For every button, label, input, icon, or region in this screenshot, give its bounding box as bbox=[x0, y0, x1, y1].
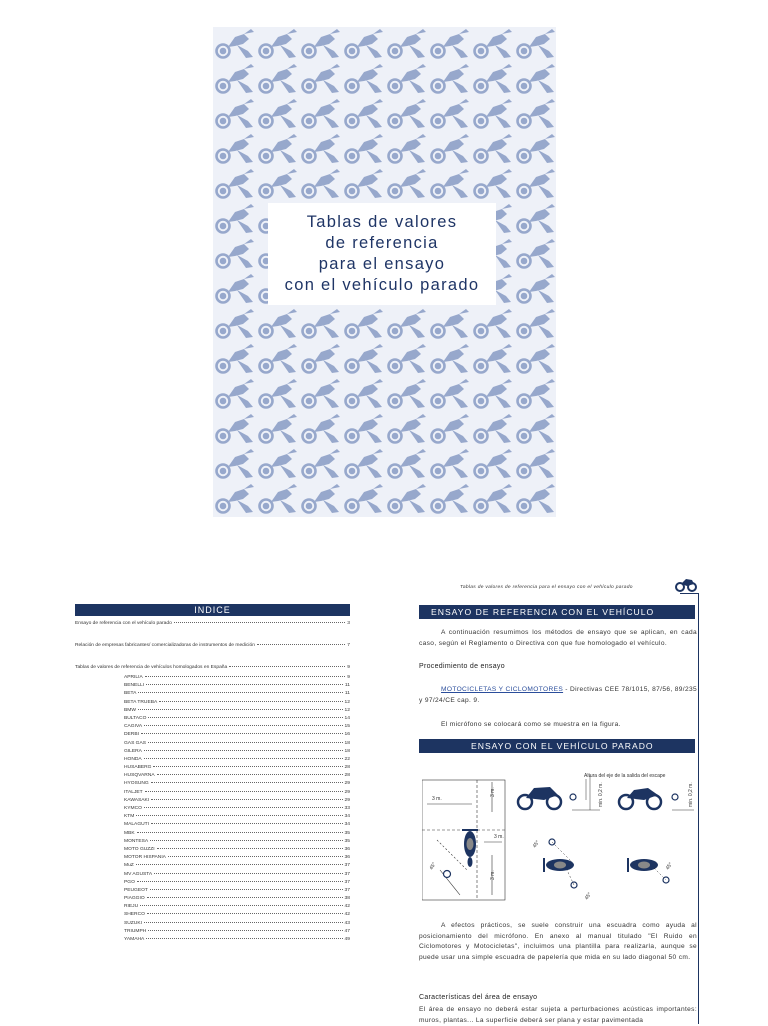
brand-page: 34 bbox=[344, 814, 350, 820]
intro-paragraph: A continuación resumimos los métodos de ensayo que se aplican, en cada caso, según el Reglamento o Directiva con que fue homologado el vehículo. bbox=[419, 629, 697, 647]
toc-leader bbox=[148, 742, 343, 743]
brand-name: PGO bbox=[124, 879, 135, 885]
brand-name: APRILIA bbox=[124, 675, 143, 680]
brand-name: BENELLI bbox=[124, 683, 145, 689]
brand-page: 37 bbox=[344, 871, 350, 877]
toc-entry-title: Tablas de valores de referencia de vehículos homologados en España bbox=[75, 665, 228, 670]
toc-leader bbox=[159, 701, 342, 702]
brand-page: 11 bbox=[344, 683, 350, 689]
motorcycle-directives-paragraph bbox=[419, 685, 697, 706]
toc-leader bbox=[151, 823, 343, 824]
brand-name: YAMAHA bbox=[124, 937, 145, 942]
brand-name: GILERA bbox=[124, 748, 142, 754]
toc-entry[interactable] bbox=[75, 621, 350, 626]
brand-name: GAS GAS bbox=[124, 740, 147, 746]
brand-entry[interactable] bbox=[124, 690, 350, 698]
frame-line bbox=[698, 593, 699, 1024]
area-heading: Características del área de ensayo bbox=[419, 994, 538, 1001]
toc-leader bbox=[157, 774, 343, 775]
toc-leader bbox=[138, 709, 343, 710]
toc-leader bbox=[136, 815, 342, 816]
toc-leader bbox=[168, 856, 343, 857]
brand-page: 18 bbox=[344, 740, 350, 746]
brand-name: SUZUKI bbox=[124, 920, 142, 926]
brand-name: BETA bbox=[124, 691, 137, 697]
brand-page: 15 bbox=[344, 724, 350, 730]
brand-name: SHERCO bbox=[124, 912, 145, 918]
brand-page: 33 bbox=[344, 806, 350, 811]
toc-leader bbox=[145, 676, 346, 677]
toc-leader bbox=[144, 750, 343, 751]
brand-name: MV AGUSTA bbox=[124, 871, 153, 877]
brand-page: 37 bbox=[344, 863, 350, 869]
area-paragraph: El área de ensayo no deberá estar sujeta a perturbaciones acústicas importantes: muros, plantas... La superficie deberá ser plana y estar pavimentada bbox=[419, 1006, 697, 1024]
toc-leader bbox=[148, 930, 342, 931]
brand-page: 22 bbox=[344, 756, 350, 762]
figure-title-bar: ENSAYO CON EL VEHÍCULO PARADO bbox=[419, 739, 695, 753]
angle-label: 45° bbox=[583, 891, 593, 902]
toc-leader bbox=[140, 905, 342, 906]
toc-entry-page: 7 bbox=[347, 643, 350, 648]
brand-name: MOTO GUZZI bbox=[124, 846, 155, 852]
side-view-motorcycle-1 bbox=[518, 787, 576, 809]
motorcycles-link[interactable]: MOTOCICLETAS Y CICLOMOTORES bbox=[441, 686, 564, 693]
angle-label: 45° bbox=[531, 839, 541, 850]
brand-entry[interactable] bbox=[124, 715, 350, 723]
brand-name: MOTOR HISPANIA bbox=[124, 855, 166, 861]
running-header: Tablas de valores de referencia para el ensayo con el vehículo parado bbox=[460, 585, 633, 590]
brand-entry[interactable] bbox=[124, 928, 350, 936]
brand-name: BETA TRUEBA bbox=[124, 699, 158, 705]
index-header: INDICE bbox=[75, 604, 350, 616]
brand-entry[interactable] bbox=[124, 887, 350, 895]
procedure-heading: Procedimiento de ensayo bbox=[419, 663, 505, 670]
brand-page: 12 bbox=[344, 699, 350, 705]
brand-entry[interactable] bbox=[124, 723, 350, 731]
brand-name: BULTACO bbox=[124, 715, 147, 721]
toc-leader bbox=[137, 881, 343, 882]
brand-entry[interactable] bbox=[124, 756, 350, 764]
directives-text: - Directivas CEE 78/1015, 87/56, 89/235 y 97/24/CE cap. 9. bbox=[419, 686, 697, 704]
brand-name: KTM bbox=[124, 814, 135, 820]
toc-leader bbox=[151, 799, 342, 800]
brand-page: 35 bbox=[344, 830, 350, 836]
brand-entry[interactable] bbox=[124, 764, 350, 772]
brand-entry[interactable] bbox=[124, 682, 350, 690]
brand-name: DERBI bbox=[124, 732, 139, 738]
distance-label: 3 m. bbox=[490, 787, 496, 797]
brand-list bbox=[124, 674, 350, 944]
brand-entry[interactable] bbox=[124, 797, 350, 805]
brand-entry[interactable] bbox=[124, 854, 350, 862]
brand-name: MONTESA bbox=[124, 838, 149, 844]
cover-title-line-1: Tablas de valores bbox=[306, 213, 458, 231]
cover-title-line-4: con el vehículo parado bbox=[284, 276, 480, 294]
brand-name: RIEJU bbox=[124, 904, 139, 910]
brand-entry[interactable] bbox=[124, 740, 350, 748]
distance-label: 3 m. bbox=[494, 834, 504, 840]
brand-entry[interactable] bbox=[124, 707, 350, 715]
angle-label: 45° bbox=[664, 861, 674, 872]
toc-leader bbox=[157, 848, 343, 849]
toc-leader bbox=[146, 938, 342, 939]
toc-leader bbox=[138, 692, 343, 693]
toc-leader bbox=[144, 807, 343, 808]
toc-entry-title: Relación de empresas fabricantes/ comercializadoras de instrumentos de medición bbox=[75, 643, 255, 648]
min-height-label: min. 0,2 m. bbox=[598, 782, 604, 807]
brand-name: BMW bbox=[124, 707, 136, 713]
toc-leader bbox=[145, 791, 343, 792]
cover-title-box bbox=[268, 203, 496, 305]
top-view-motorcycle bbox=[462, 830, 478, 867]
brand-page: 9 bbox=[347, 675, 350, 680]
brand-entry[interactable] bbox=[124, 903, 350, 911]
brand-page: 34 bbox=[344, 822, 350, 828]
brand-entry[interactable] bbox=[124, 789, 350, 797]
toc-leader bbox=[229, 666, 345, 667]
practical-paragraph: A efectos prácticos, se suele construir una escuadra como ayuda al posicionamiento del micrófono. En anexo al manual titulado "El Ruido en Ciclomotores y Motocicletas", incluimos una plantilla para realizarla, aunque se puede usar una simple escuadra de papelería que mida en su lado diagonal 50 cm. bbox=[419, 922, 697, 961]
brand-name: KYMCO bbox=[124, 806, 142, 811]
brand-page: 29 bbox=[344, 781, 350, 787]
brand-entry[interactable] bbox=[124, 830, 350, 838]
toc-leader bbox=[144, 922, 343, 923]
frame-line bbox=[680, 593, 699, 594]
brand-page: 28 bbox=[344, 765, 350, 771]
toc-leader bbox=[146, 684, 343, 685]
toc-entry[interactable] bbox=[75, 665, 350, 670]
index-page bbox=[75, 604, 350, 1024]
brand-entry[interactable] bbox=[124, 838, 350, 846]
brand-page: 36 bbox=[344, 855, 350, 861]
brand-entry[interactable] bbox=[124, 731, 350, 739]
toc-leader bbox=[148, 717, 342, 718]
section-title-bar: ENSAYO DE REFERENCIA CON EL VEHÍCULO PARADO bbox=[419, 605, 695, 619]
brand-entry[interactable] bbox=[124, 920, 350, 928]
brand-page: 29 bbox=[344, 789, 350, 795]
brand-page: 16 bbox=[344, 732, 350, 738]
brand-entry[interactable] bbox=[124, 748, 350, 756]
brand-name: HONDA bbox=[124, 756, 142, 762]
brand-page: 14 bbox=[344, 715, 350, 721]
cover-title-line-3: para el ensayo bbox=[318, 255, 446, 273]
brand-entry[interactable] bbox=[124, 699, 350, 707]
brand-page: 29 bbox=[344, 797, 350, 803]
brand-page: 12 bbox=[344, 707, 350, 713]
toc-entry-page: 3 bbox=[347, 621, 350, 626]
top-view-motorcycle-3 bbox=[628, 858, 669, 883]
toc-leader bbox=[150, 840, 342, 841]
brand-page: 28 bbox=[344, 773, 350, 779]
brand-name: MALAGUTI bbox=[124, 822, 150, 828]
brand-name: CAGIVA bbox=[124, 724, 143, 730]
toc-entry[interactable] bbox=[75, 643, 350, 648]
toc-leader bbox=[136, 864, 343, 865]
brand-name: HYOSUNG bbox=[124, 781, 149, 787]
toc-leader bbox=[153, 766, 342, 767]
toc-leader bbox=[144, 758, 343, 759]
microphone-icon bbox=[444, 871, 451, 878]
toc-leader bbox=[144, 725, 342, 726]
brand-entry[interactable] bbox=[124, 895, 350, 903]
brand-page: 37 bbox=[344, 887, 350, 893]
test-setup-figure bbox=[422, 770, 697, 905]
brand-page: 37 bbox=[344, 879, 350, 885]
cover-title-line-2: de referencia bbox=[325, 234, 439, 252]
brand-name: PEUGEOT bbox=[124, 887, 148, 893]
toc-leader bbox=[154, 873, 342, 874]
brand-page: 49 bbox=[344, 937, 350, 942]
brand-name: ITALJET bbox=[124, 789, 143, 795]
toc-leader bbox=[141, 733, 343, 734]
toc-leader bbox=[147, 913, 343, 914]
toc-leader bbox=[147, 897, 343, 898]
brand-entry[interactable] bbox=[124, 821, 350, 829]
brand-page: 35 bbox=[344, 838, 350, 844]
toc-leader bbox=[150, 889, 343, 890]
brand-entry[interactable] bbox=[124, 813, 350, 821]
brand-page: 42 bbox=[344, 904, 350, 910]
motorcycle-logo-icon bbox=[675, 576, 697, 592]
brand-entry[interactable] bbox=[124, 846, 350, 854]
toc-leader bbox=[257, 644, 345, 645]
toc-leader bbox=[137, 832, 343, 833]
brand-name: MBK bbox=[124, 830, 135, 836]
brand-name: HUSQVARNA bbox=[124, 773, 155, 779]
brand-page: 38 bbox=[344, 896, 350, 902]
microphone-axis bbox=[437, 840, 467, 870]
brand-entry[interactable] bbox=[124, 780, 350, 788]
brand-entry[interactable] bbox=[124, 805, 350, 813]
toc-leader bbox=[151, 782, 343, 783]
toc-entry-page: 9 bbox=[347, 665, 350, 670]
brand-entry[interactable] bbox=[124, 772, 350, 780]
toc-leader bbox=[174, 622, 345, 623]
brand-page: 11 bbox=[344, 691, 350, 697]
microphone-paragraph: El micrófono se colocará como se muestra en la figura. bbox=[441, 721, 621, 728]
brand-entry[interactable] bbox=[124, 871, 350, 879]
toc-entry-title: Ensayo de referencia con el vehículo parado bbox=[75, 621, 172, 626]
side-view-motorcycle-2 bbox=[619, 788, 678, 809]
brand-name: KAWASAKI bbox=[124, 797, 150, 803]
brand-page: 42 bbox=[344, 912, 350, 918]
brand-page: 18 bbox=[344, 748, 350, 754]
distance-label: 3 m. bbox=[432, 796, 442, 802]
brand-page: 36 bbox=[344, 846, 350, 852]
brand-name: MuZ bbox=[124, 863, 134, 869]
min-height-label: min. 0,2 m. bbox=[688, 782, 694, 807]
cover-page bbox=[213, 27, 556, 517]
angle-label: 45° bbox=[428, 861, 438, 871]
brand-entry[interactable] bbox=[124, 674, 350, 682]
brand-name: TRIUMPH bbox=[124, 928, 147, 934]
brand-entry[interactable] bbox=[124, 862, 350, 870]
brand-page: 43 bbox=[344, 920, 350, 926]
brand-entry[interactable] bbox=[124, 936, 350, 944]
brand-entry[interactable] bbox=[124, 879, 350, 887]
top-view-motorcycle-2 bbox=[544, 839, 577, 888]
brand-entry[interactable] bbox=[124, 911, 350, 919]
exhaust-height-label: Altura del eje de la salida del escape bbox=[584, 773, 666, 779]
brand-page: 47 bbox=[344, 928, 350, 934]
brand-name: HUSABERG bbox=[124, 765, 152, 771]
brand-name: PIAGGIO bbox=[124, 896, 145, 902]
distance-label: 3 m. bbox=[490, 870, 496, 880]
content-page bbox=[412, 576, 712, 1024]
